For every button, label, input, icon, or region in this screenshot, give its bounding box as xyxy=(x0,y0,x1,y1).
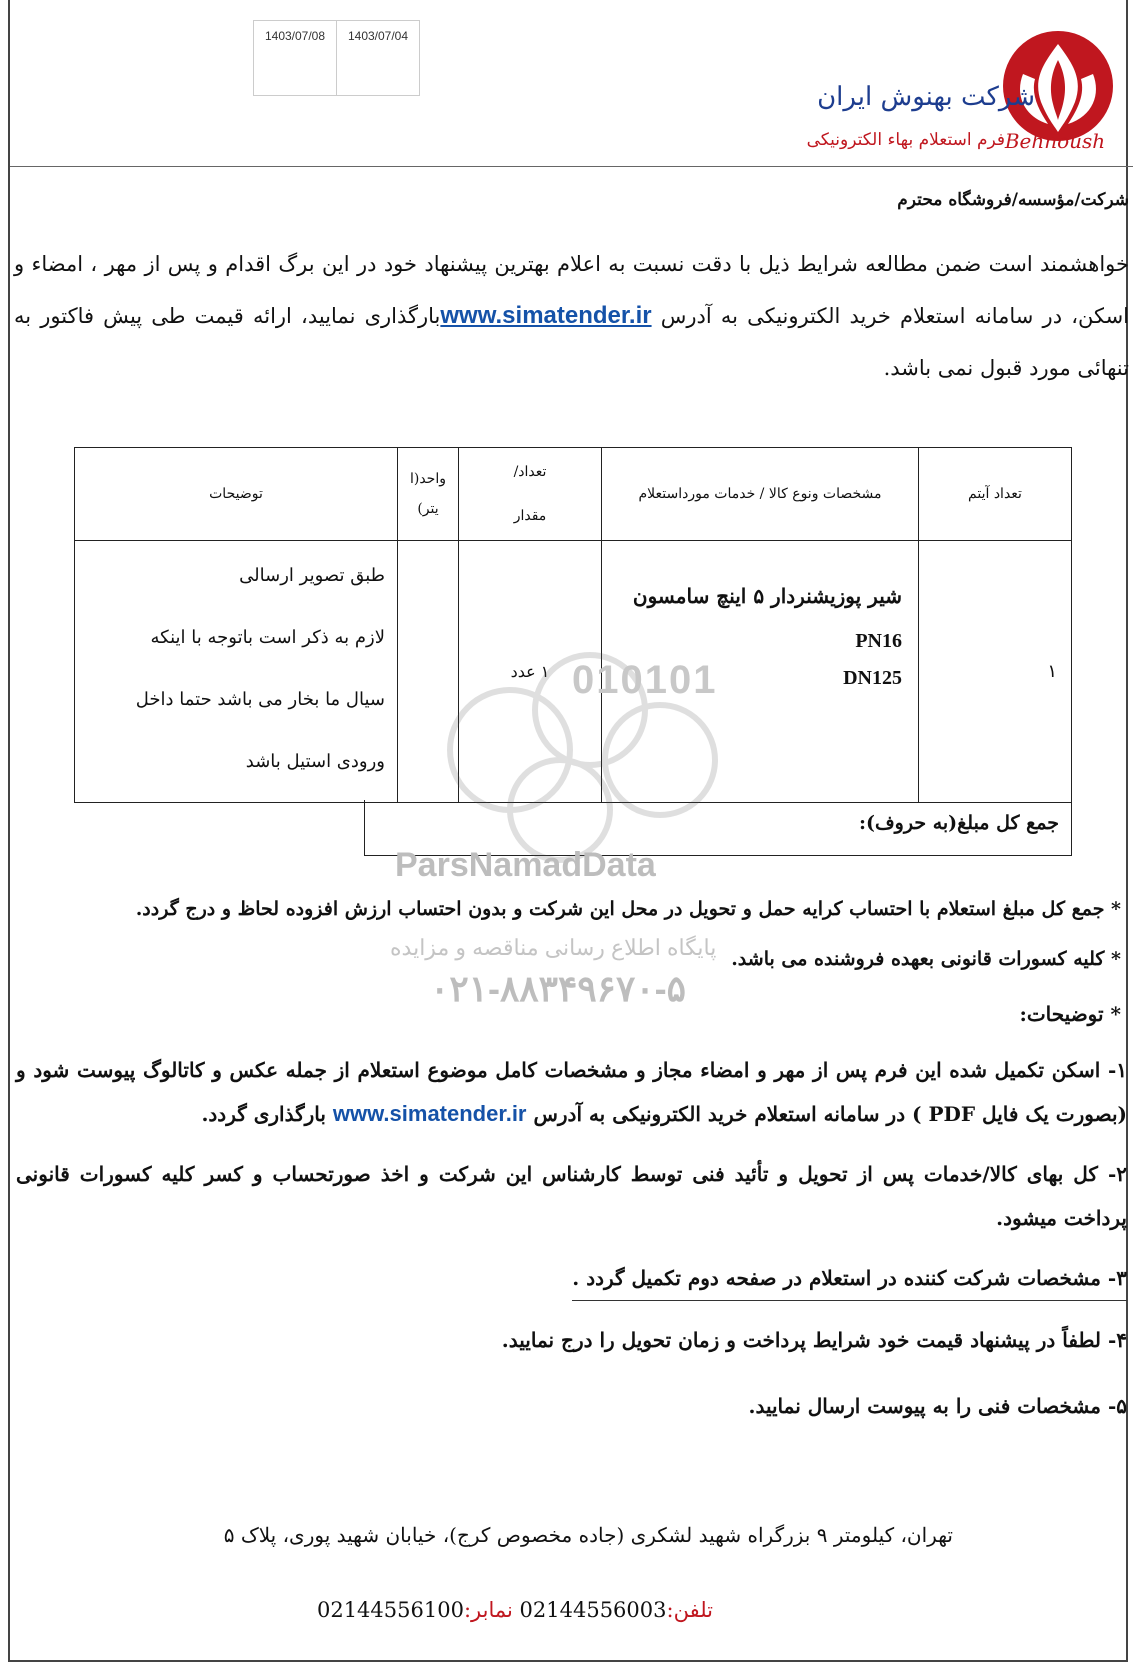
instruction-1-text-end: بارگذاری گردد. xyxy=(201,1102,333,1126)
intro-text-1: خواهشمند است ضمن مطالعه شرایط ذیل با دقت نسبت به اعلام بهترین پیشنهاد خود در این برگ اقدام و پس از مهر ، امضاء و اسکن، در سامانه استعلام خرید الکترونیکی به آدرس xyxy=(14,252,1129,328)
instruction-5: ۵- مشخصات فنی را به پیوست ارسال نمایید. xyxy=(748,1394,1127,1418)
intro-paragraph xyxy=(14,238,1129,394)
date-second: 1403/07/08 xyxy=(264,29,326,43)
spec-line-1: شیر پوزیشنردار ۵ اینچ سامسون xyxy=(632,584,902,608)
spec-line-3: DN125 xyxy=(843,667,902,689)
cell-qty: ۱ عدد xyxy=(459,541,602,803)
watermark-name: ParsNamadData xyxy=(395,846,656,884)
footer-contact xyxy=(317,1598,713,1622)
instruction-1-text: ۱- اسکن تکمیل شده این فرم پس از مهر و امضاء مجاز و مشخصات کامل موضوع استعلام از جمله عکس و کاتالوگ پیوست شود و (بصورت یک فایل PDF ) در سامانه استعلام خرید الکترونیکی به آدرس xyxy=(16,1058,1127,1126)
cell-unit xyxy=(398,541,459,803)
desc-line-2: لازم به ذکر است باتوجه با اینکه xyxy=(150,627,385,648)
header-unit-line2: یتر) xyxy=(417,501,439,517)
logo-text: Behnoush xyxy=(1004,129,1106,153)
header-desc: توضیحات xyxy=(75,448,398,541)
intro-link[interactable]: www.simatender.ir xyxy=(440,302,652,329)
footer-address: تهران، کیلومتر ۹ بزرگراه شهید لشکری (جاده مخصوص کرج)، خیابان شهید پوری، پلاک ۵ xyxy=(223,1523,953,1547)
instruction-4: ۴- لطفاً در پیشنهاد قیمت خود شرایط پرداخت و زمان تحویل را درج نمایید. xyxy=(501,1328,1127,1352)
notes-section-heading: * توضیحات: xyxy=(1019,1002,1121,1026)
greeting: شرکت/مؤسسه/فروشگاه محترم xyxy=(897,190,1129,210)
instruction-3 xyxy=(16,1256,1127,1301)
date-box-first xyxy=(336,20,420,96)
instruction-1-link[interactable]: www.simatender.ir xyxy=(332,1101,527,1126)
header-count: تعداد آیتم xyxy=(919,448,1072,541)
watermark-tagline: پایگاه اطلاع رسانی مناقصه و مزایده xyxy=(390,935,717,960)
header-unit xyxy=(398,448,459,541)
instruction-2: ۲- کل بهای کالا/خدمات پس از تحویل و تأئید فنی توسط کارشناس این شرکت و اخذ صورتحساب و کسر کلیه کسورات قانونی پرداخت میشود. xyxy=(16,1162,1127,1230)
instruction-1 xyxy=(16,1048,1127,1136)
cell-count: ۱ xyxy=(919,541,1072,803)
phone-label: تلفن: xyxy=(666,1598,713,1622)
date-first: 1403/07/04 xyxy=(347,29,409,43)
date-box-second xyxy=(253,20,337,96)
spec-line-2: PN16 xyxy=(855,630,902,652)
fax-number: 02144556100 xyxy=(316,1598,464,1622)
table-header-row xyxy=(75,448,1072,541)
desc-line-4: ورودی استیل باشد xyxy=(245,751,385,772)
header-qty xyxy=(459,448,602,541)
cell-desc xyxy=(75,541,398,803)
company-subtitle: فرم استعلام بهاء الکترونیکی xyxy=(806,130,1005,150)
company-name: شرکت بهنوش ایران xyxy=(817,82,1035,112)
desc-line-1: طبق تصویر ارسالی xyxy=(239,565,385,586)
total-amount-label: جمع کل مبلغ(به حروف): xyxy=(858,812,1059,834)
header-unit-line1: واحد(ا xyxy=(409,471,446,487)
note-legal-deductions: * کلیه کسورات قانونی بعهده فروشنده می باشد. xyxy=(731,948,1121,970)
phone-number: 02144556003 xyxy=(519,1598,667,1622)
items-table xyxy=(74,447,1072,803)
desc-line-3: سیال ما بخار می باشد حتما داخل xyxy=(135,689,385,710)
watermark-binary: 010101 xyxy=(572,658,718,702)
header-divider xyxy=(10,166,1133,167)
header-spec: مشخصات ونوع کالا / خدمات مورداستعلام xyxy=(602,448,919,541)
instruction-3-text: ۳- مشخصات شرکت کننده در استعلام در صفحه دوم تکمیل گردد . xyxy=(572,1256,1127,1301)
intro-text-2: بارگذاری نمایید، ارائه قیمت طی پیش فاکتور به تنهائی مورد قبول نمی باشد. xyxy=(14,304,1129,380)
fax-label: نمابر: xyxy=(463,1598,520,1622)
header-qty-line1: تعداد/ xyxy=(513,464,547,480)
header-qty-line2: مقدار xyxy=(513,508,547,524)
watermark-phone: ۰۲۱-۸۸۳۴۹۶۷۰-۵ xyxy=(430,968,687,1009)
note-total-amount: * جمع کل مبلغ استعلام با احتساب کرایه حمل و تحویل در محل این شرکت و بدون احتساب ارزش افزوده لحاظ و درج گردد. xyxy=(135,898,1121,920)
